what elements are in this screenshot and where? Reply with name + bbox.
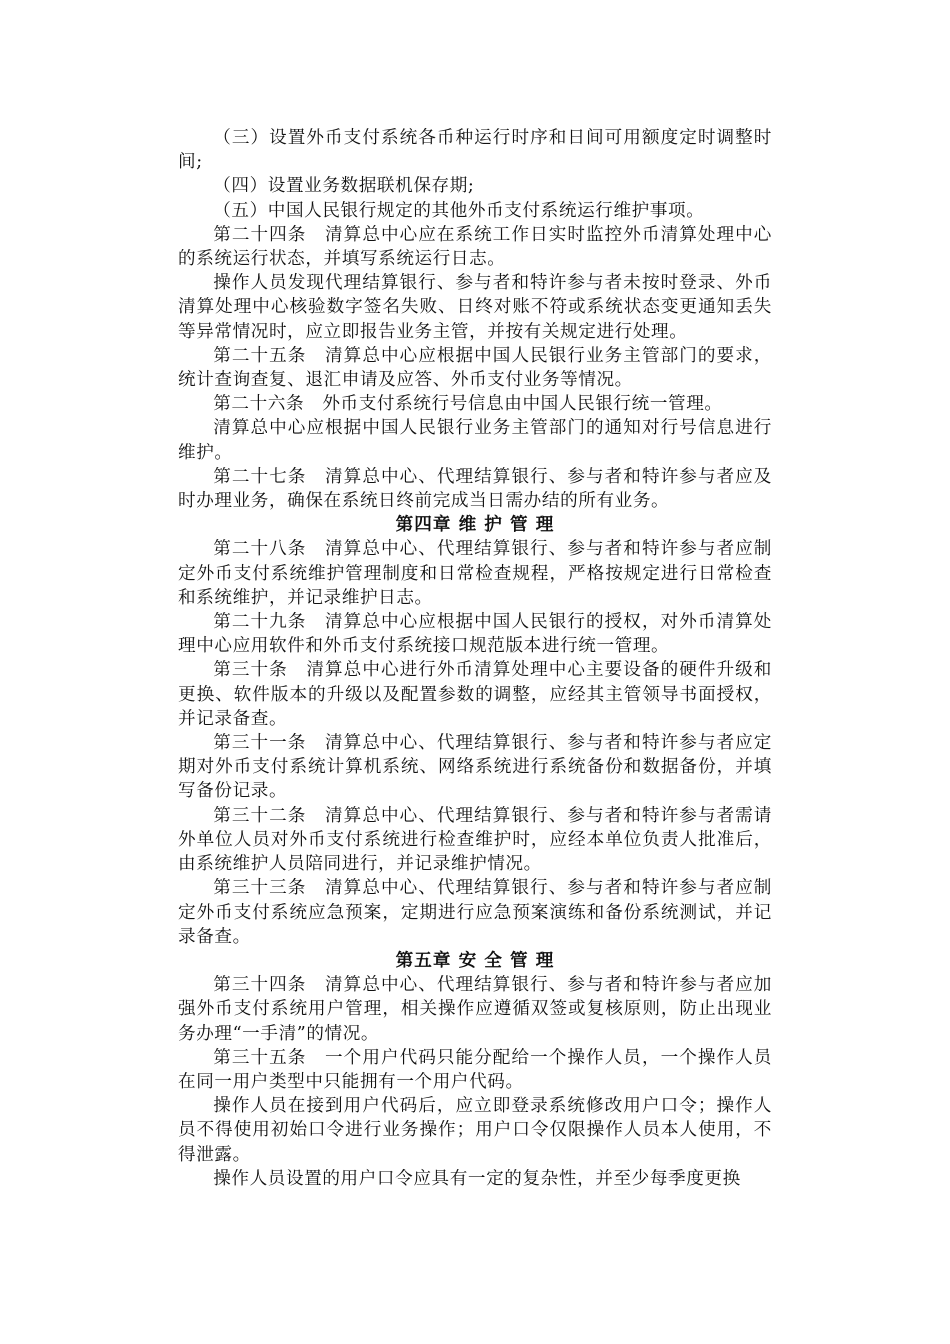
article-30: 第三十条 清算总中心进行外币清算处理中心主要设备的硬件升级和更换、软件版本的升级以及配置参数的调整，应经其主管领导书面授权，并记录备查。 [178, 660, 772, 729]
article-34: 第三十四条 清算总中心、代理结算银行、参与者和特许参与者应加强外币支付系统用户管理，相关操作应遵循双签或复核原则，防止出现业务办理“一手清”的情况。 [178, 975, 772, 1044]
paragraph: 操作人员发现代理结算银行、参与者和特许参与者未按时登录、外币清算处理中心核验数字签名失败、日终对账不符或系统状态变更通知丢失等异常情况时，应立即报告业务主管，并按有关规定进行处理。 [178, 273, 772, 342]
document-page [178, 126, 772, 1191]
article-26: 第二十六条 外币支付系统行号信息由中国人民银行统一管理。 [213, 394, 723, 415]
paragraph: 操作人员设置的用户口令应具有一定的复杂性，并至少每季度更换 [213, 1168, 741, 1189]
paragraph: （四）设置业务数据联机保存期; [213, 176, 475, 197]
chapter-5-heading: 第五章 安 全 管 理 [395, 949, 555, 971]
article-31: 第三十一条 清算总中心、代理结算银行、参与者和特许参与者应定期对外币支付系统计算机系统、网络系统进行系统备份和数据备份，并填写备份记录。 [178, 733, 772, 802]
article-24: 第二十四条 清算总中心应在系统工作日实时监控外币清算处理中心的系统运行状态，并填写系统运行日志。 [178, 224, 772, 270]
article-35: 第三十五条 一个用户代码只能分配给一个操作人员，一个操作人员在同一用户类型中只能拥有一个用户代码。 [178, 1047, 772, 1092]
article-32: 第三十二条 清算总中心、代理结算银行、参与者和特许参与者需请外单位人员对外币支付系统进行检查维护时，应经本单位负责人批准后，由系统维护人员陪同进行，并记录维护情况。 [178, 805, 772, 875]
article-29: 第二十九条 清算总中心应根据中国人民银行的授权，对外币清算处理中心应用软件和外币支付系统接口规范版本进行统一管理。 [178, 612, 772, 657]
paragraph: （五）中国人民银行规定的其他外币支付系统运行维护事项。 [213, 200, 705, 221]
paragraph: 操作人员在接到用户代码后，应立即登录系统修改用户口令；操作人员不得使用初始口令进行业务操作；用户口令仅限操作人员本人使用，不得泄露。 [178, 1096, 772, 1165]
paragraph: （三）设置外币支付系统各币种运行时序和日间可用额度定时调整时间; [178, 128, 772, 173]
article-33: 第三十三条 清算总中心、代理结算银行、参与者和特许参与者应制定外币支付系统应急预案，定期进行应急预案演练和备份系统测试，并记录备查。 [178, 878, 772, 947]
paragraph: 清算总中心应根据中国人民银行业务主管部门的通知对行号信息进行维护。 [178, 418, 772, 463]
article-25: 第二十五条 清算总中心应根据中国人民银行业务主管部门的要求，统计查询查复、退汇申请及应答、外币支付业务等情况。 [178, 345, 772, 391]
article-27: 第二十七条 清算总中心、代理结算银行、参与者和特许参与者应及时办理业务，确保在系统日终前完成当日需办结的所有业务。 [178, 466, 772, 512]
chapter-4-heading: 第四章 维 护 管 理 [395, 514, 555, 536]
article-28: 第二十八条 清算总中心、代理结算银行、参与者和特许参与者应制定外币支付系统维护管理制度和日常检查规程，严格按规定进行日常检查和系统维护，并记录维护日志。 [178, 539, 772, 608]
